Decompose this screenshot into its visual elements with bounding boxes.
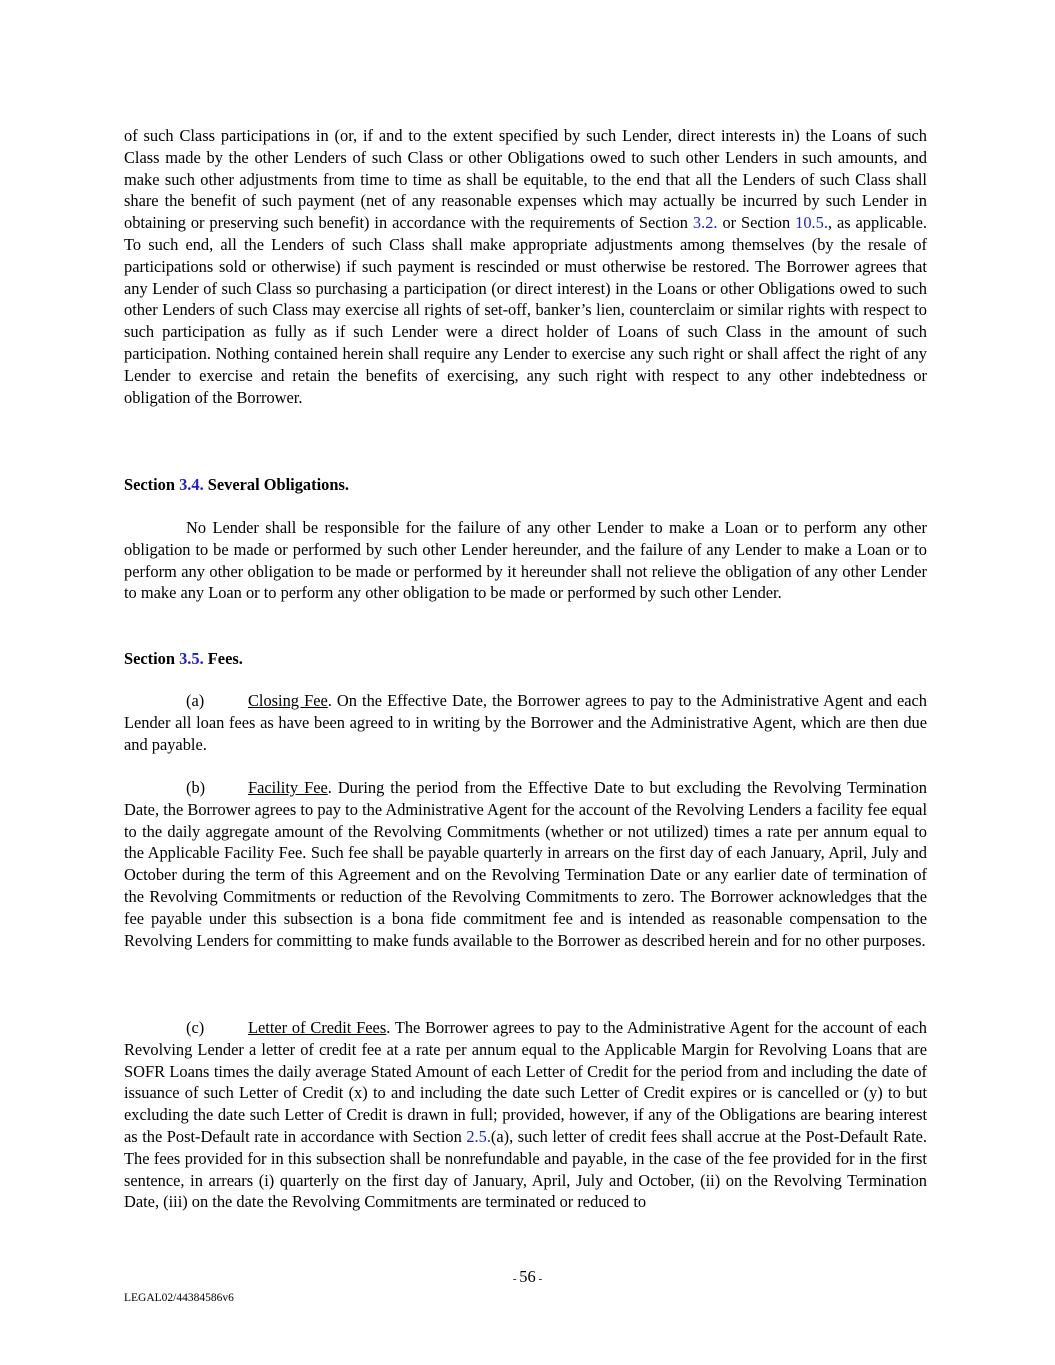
section-3-5-heading bbox=[124, 648, 927, 670]
paragraph-text: (a), such letter of credit fees shall accrue at the Post-Default Rate. The fees provided for in this subsection shall be nonrefundable and payable, in the case of the fee provided for in the first sentence, in arrears (i) quarterly on the first day of January, April, July and October, (ii) on the Revolving Termination Date, (iii) on the date the Revolving Commitments are terminated or reduced to bbox=[124, 1126, 927, 1212]
paragraph-text: No Lender shall be responsible for the failure of any other Lender to make a Loan or to perform any other obligation to be made or performed by such other Lender hereunder, and the failure of any Lender to make a Loan or to perform any other obligation to be made or performed by it hereunder shall not relieve the obligation of any other Lender to make any Loan or to perform any other obligation to be made or performed by such other Lender. bbox=[124, 518, 927, 603]
section-prefix: Section bbox=[124, 475, 180, 494]
subsection-label: (b) bbox=[186, 778, 206, 797]
section-title: Fees. bbox=[203, 649, 243, 668]
subsection-b-facility-fee bbox=[124, 777, 927, 951]
subsection-a-closing-fee bbox=[124, 690, 927, 755]
paragraph-text: , as applicable. To such end, all the Lenders of such Class shall make appropriate adjustments among themselves (by the resale of participations sold or otherwise) if such payment is rescinded or must otherwise be restored. The Borrower agrees that any Lender of such Class so purchasing a participation (or direct interest) in the Loans or other Obligations owed to such other Lenders of such Class may exercise all rights of set-off, banker’s lien, counterclaim or similar rights with respect to such participation as fully as if such Lender were a direct holder of Loans of such Class in the amount of such participation. Nothing contained herein shall require any Lender to exercise any such right or shall affect the right of any Lender to exercise and retain the benefits of exercising, any such right with respect to any other indebtedness or obligation of the Borrower. bbox=[124, 213, 927, 407]
section-prefix: Section bbox=[124, 649, 180, 668]
paragraph-text: of such Class participations in (or, if and to the extent specified by such Lender, direct interests in) the Loans of such Class made by the other Lenders of such Class or other Obligations owed to such other Lenders in such amounts, and make such other adjustments from time to time as shall be equitable, to the end that all the Lenders of such Class shall share the benefit of such payment (net of any reasonable expenses which may actually be incurred by such Lender in obtaining or preserving such benefit) in accordance with the requirements of Section bbox=[124, 126, 927, 233]
paragraph-sharing-of-payments bbox=[124, 125, 927, 408]
section-2-5-link[interactable]: 2.5. bbox=[466, 1126, 491, 1146]
section-3-5-link[interactable]: 3.5. bbox=[179, 649, 204, 668]
document-id: LEGAL02/44384586v6 bbox=[124, 1292, 234, 1304]
section-10-5-link[interactable]: 10.5. bbox=[795, 213, 828, 233]
subsection-c-letter-of-credit-fees bbox=[124, 1017, 927, 1213]
section-3-4-heading bbox=[124, 474, 927, 496]
section-3-2-link[interactable]: 3.2. bbox=[692, 213, 718, 233]
paragraph-text: . On the Effective Date, the Borrower agrees to pay to the Administrative Agent and each Lender all loan fees as have been agreed to in writing by the Borrower and the Administrative Agent, which are then due and payable. bbox=[124, 691, 927, 754]
paragraph-text: or Section bbox=[717, 213, 796, 233]
paragraph-text: . The Borrower agrees to pay to the Administrative Agent for the account of each Revolving Lender a letter of credit fee at a rate per annum equal to the Applicable Margin for Revolving Loans that are SOFR Loans times the daily average Stated Amount of each Letter of Credit for the period from and including the date of issuance of such Letter of Credit (x) to and including the date such Letter of Credit expires or is cancelled or (y) to but excluding the date such Letter of Credit is drawn in full; provided, however, if any of the Obligations are bearing interest as the Post-Default rate in accordance with Section bbox=[124, 1018, 927, 1146]
subsection-label: (c) bbox=[186, 1018, 205, 1037]
subsection-caption: Letter of Credit Fees bbox=[248, 1018, 387, 1037]
page-number-dash: - bbox=[512, 1273, 520, 1285]
section-3-4-body bbox=[124, 517, 927, 604]
page-number-dash: - bbox=[535, 1273, 543, 1285]
subsection-caption: Closing Fee bbox=[248, 691, 328, 710]
paragraph-text: . During the period from the Effective Date to but excluding the Revolving Termination Date, the Borrower agrees to pay to the Administrative Agent for the account of the Revolving Lenders a facility fee equal to the daily aggregate amount of the Revolving Commitments (whether or not utilized) times a rate per annum equal to the Applicable Facility Fee. Such fee shall be payable quarterly in arrears on the first day of each January, April, July and October during the term of this Agreement and on the Revolving Termination Date or any earlier date of termination of the Revolving Commitments or reduction of the Revolving Commitments to zero. The Borrower acknowledges that the fee payable under this subsection is a bona fide commitment fee and is intended as reasonable compensation to the Revolving Lenders for committing to make funds available to the Borrower as described herein and for no other purposes. bbox=[124, 778, 927, 950]
section-3-4-link[interactable]: 3.4. bbox=[179, 475, 204, 494]
section-title: Several Obligations. bbox=[203, 475, 349, 494]
page-number-value: 56 bbox=[519, 1267, 536, 1286]
subsection-label: (a) bbox=[186, 691, 205, 710]
subsection-caption: Facility Fee bbox=[248, 778, 328, 797]
